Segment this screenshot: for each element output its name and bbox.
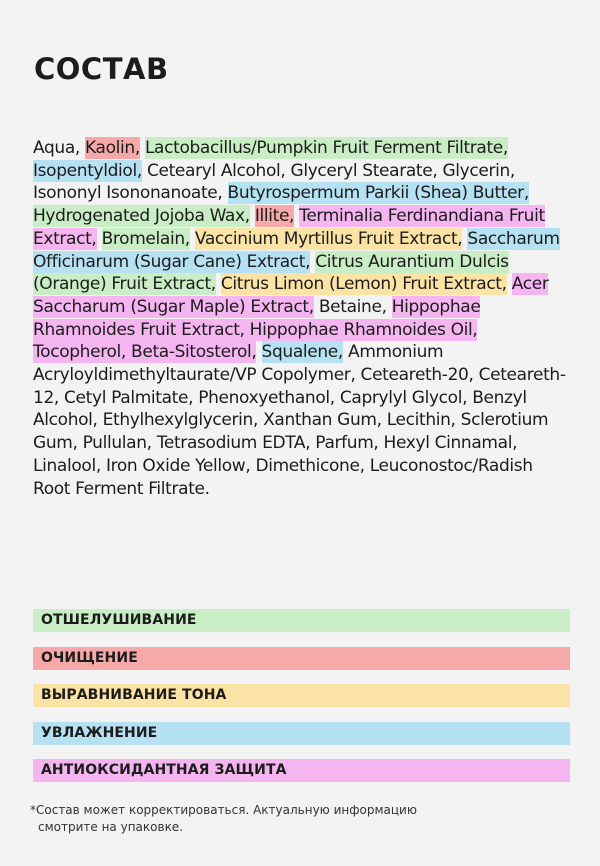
footnote-line-1: *Состав может корректироваться. Актуальную информацию: [30, 803, 417, 817]
page-title: СОСТАВ: [34, 52, 169, 86]
legend-item-tone: ВЫРАВНИВАНИЕ ТОНА: [33, 684, 570, 707]
ingredient-highlight-antioxidant: Acer Saccharum (Sugar Maple) Extract,: [33, 274, 549, 317]
legend-item-moisture: УВЛАЖНЕНИЕ: [33, 722, 570, 745]
legend-item-cleansing: ОЧИЩЕНИЕ: [33, 647, 570, 670]
ingredient-highlight-tone: Citrus Limon (Lemon) Fruit Extract,: [220, 274, 507, 295]
footnote: [30, 802, 417, 836]
ingredient-highlight-exfoliation: Hydrogenated Jojoba Wax,: [33, 206, 250, 227]
ingredient-highlight-exfoliation: Lactobacillus/Pumpkin Fruit Ferment Filtrate,: [144, 138, 508, 158]
ingredient-text: [97, 229, 102, 249]
ingredient-text: [507, 274, 512, 294]
ingredients-list: [33, 137, 573, 500]
ingredient-highlight-moisture: Butyrospermum Parkii (Shea) Butter,: [227, 183, 529, 204]
ingredient-text: [256, 342, 261, 362]
ingredient-text: Ammonium Acryloyldimethyltaurate/VP Copolymer, Ceteareth-20, Ceteareth-12, Cetyl Palmitate, Phenoxyethanol, Caprylyl Glycol, Benzyl Alcohol, Ethylhexylglycerin, Xanthan Gum, Lecithin, Sclerotium Gum, Pullulan, Tetrasodium EDTA, Parfum, Hexyl Cinnamal, Linalool, Iron Oxide Yellow, Dimethicone, Leuconostoc/Radish Root Ferment Filtrate.: [33, 342, 566, 499]
ingredient-text: Cetearyl Alcohol, Glyceryl Stearate, Glycerin, Isononyl Isononanoate,: [33, 160, 515, 204]
ingredient-highlight-antioxidant: Terminalia Ferdinandiana Fruit Extract,: [33, 206, 545, 249]
ingredient-highlight-tone: Vaccinium Myrtillus Fruit Extract,: [194, 228, 463, 249]
legend: [33, 609, 570, 797]
ingredient-highlight-moisture: Squalene,: [261, 342, 343, 363]
ingredient-text: Aqua,: [33, 138, 86, 158]
legend-item-antioxidant: АНТИОКСИДАНТНАЯ ЗАЩИТА: [33, 759, 570, 782]
ingredient-text: Betaine,: [313, 296, 392, 317]
ingredient-highlight-antioxidant: Hippophae Rhamnoides Fruit Extract, Hippophae Rhamnoides Oil, Tocopherol, Beta-Sitosterol,: [33, 296, 481, 363]
legend-item-exfoliation: ОТШЕЛУШИВАНИЕ: [33, 609, 570, 632]
ingredient-highlight-exfoliation: Bromelain,: [101, 228, 190, 249]
ingredient-highlight-moisture: Isopentyldiol,: [33, 160, 142, 181]
ingredient-highlight-moisture: Saccharum Officinarum (Sugar Cane) Extract,: [33, 228, 560, 272]
ingredient-highlight-cleansing: Illite,: [254, 206, 295, 227]
ingredient-highlight-exfoliation: Citrus Aurantium Dulcis (Orange) Fruit Extract,: [33, 251, 509, 295]
footnote-line-2: смотрите на упаковке.: [38, 820, 184, 834]
ingredient-highlight-cleansing: Kaolin,: [85, 138, 140, 158]
